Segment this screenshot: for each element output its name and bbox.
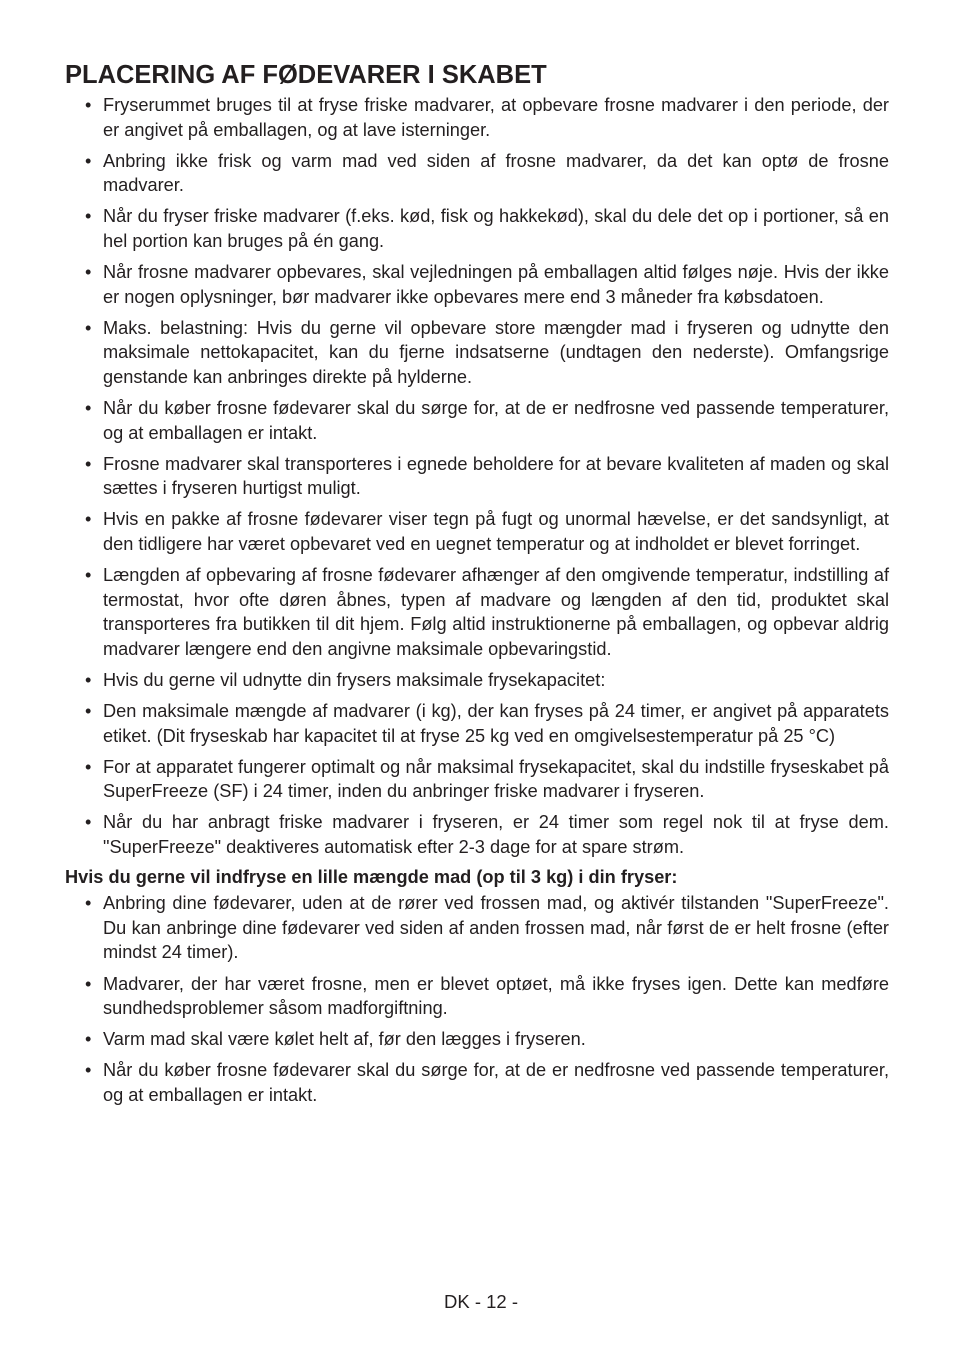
list-item-text: Maks. belastning: Hvis du gerne vil opbevare store mængder mad i fryseren og udnytte den maksimale nettokapacitet, kan du fjerne indsatserne (undtagen den nederste). Omfangsrige genstande kan anbringes direkte på hylderne. (103, 317, 889, 387)
list-item-text: Den maksimale mængde af madvarer (i kg), der kan fryses på 24 timer, er angivet på apparatets etiket. (Dit fryseskab har kapacitet til at fryse 25 kg ved en omgivelsestemperatur på 25 °C) (103, 701, 889, 746)
bullet-icon: • (85, 1060, 92, 1081)
list-item-text: Når du fryser friske madvarer (f.eks. kød, fisk og hakkekød), skal du dele det op i portioner, så en hel portion kan bruges på én gang. (103, 206, 889, 251)
bullet-icon: • (85, 812, 92, 833)
bullet-icon: • (85, 95, 92, 115)
list-item-text: Når du køber frosne fødevarer skal du sørge for, at de er nedfrosne ved passende temperaturer, og at emballagen er intakt. (103, 1060, 889, 1105)
bullet-icon: • (85, 317, 92, 338)
bullet-icon: • (85, 756, 92, 777)
list-item (85, 891, 889, 965)
bullet-icon: • (85, 206, 92, 227)
bullet-icon: • (85, 669, 92, 690)
list-item (85, 699, 889, 748)
list-item (85, 93, 889, 142)
list-item (85, 972, 889, 1021)
list-item (85, 316, 889, 390)
list-item-text: Fryserummet bruges til at fryse friske madvarer, at opbevare frosne madvarer i den periode, der er angivet på emballagen, og at lave isterninger. (103, 95, 889, 140)
list-item-text: Anbring ikke frisk og varm mad ved siden af frosne madvarer, da det kan optø de frosne madvarer. (103, 150, 889, 196)
bullet-icon: • (85, 893, 92, 914)
bullet-icon: • (85, 262, 92, 283)
bullet-icon: • (85, 453, 92, 474)
list-item (85, 396, 889, 445)
section-subheading: Hvis du gerne vil indfryse en lille mængde mad (op til 3 kg) i din fryser: (65, 867, 678, 888)
list-item (85, 204, 889, 253)
list-item-text: Hvis du gerne vil udnytte din frysers maksimale frysekapacitet: (103, 669, 606, 690)
list-item (85, 810, 889, 859)
list-item-text: Længden af opbevaring af frosne fødevarer afhænger af den omgivende temperatur, indstilling af termostat, hvor ofte døren åbnes, typen af madvare og længden af den tid, produktet skal transporteres fra butikken til dit hjem. Følg altid instruktionerne på emballagen, og opbevar aldrig madvarer længere end den angivne maksimale opbevaringstid. (103, 565, 889, 659)
page-number: DK - 12 - (443, 1291, 519, 1312)
list-item (85, 149, 889, 198)
bullet-icon: • (85, 973, 92, 994)
list-item-text: Frosne madvarer skal transporteres i egnede beholdere for at bevare kvaliteten af maden og skal sættes i fryseren hurtigst muligt. (103, 453, 889, 499)
list-item (85, 507, 889, 556)
bullet-icon: • (85, 398, 92, 419)
bullet-icon: • (85, 150, 92, 171)
bullet-icon: • (85, 565, 92, 586)
list-item-text: Anbring dine fødevarer, uden at de rører ved frossen mad, og aktivér tilstanden "SuperFreeze". Du kan anbringe dine fødevarer ved siden af anden frossen mad, når først de er helt frosne (efter mindst 24 timer). (103, 893, 889, 963)
page-title: PLACERING AF FØDEVARER I SKABET (65, 61, 547, 89)
list-item-text: Varm mad skal være kølet helt af, før den lægges i fryseren. (103, 1029, 586, 1050)
bullet-list-main (65, 93, 889, 860)
list-item-text: Når frosne madvarer opbevares, skal vejledningen på emballagen altid følges nøje. Hvis der ikke er nogen oplysninger, bør madvarer ikke opbevares mere end 3 måneder fra købsdatoen. (103, 262, 889, 307)
list-item (85, 452, 889, 501)
list-item (85, 755, 889, 804)
list-item-text: Når du køber frosne fødevarer skal du sørge for, at de er nedfrosne ved passende temperaturer, og at emballagen er intakt. (103, 398, 889, 443)
list-item-text: Madvarer, der har været frosne, men er blevet optøet, må ikke fryses igen. Dette kan medføre sundhedsproblemer såsom madforgiftning. (103, 973, 889, 1019)
list-item (85, 260, 889, 309)
list-item (85, 1027, 889, 1052)
bullet-icon: • (85, 509, 92, 530)
list-item (85, 668, 889, 693)
list-item (85, 563, 889, 661)
bullet-icon: • (85, 701, 92, 722)
list-item-text: Når du har anbragt friske madvarer i fryseren, er 24 timer som regel nok til at fryse dem. "SuperFreeze" deaktiveres automatisk efter 2-3 dage for at spare strøm. (103, 812, 889, 858)
page-content (65, 58, 889, 1114)
list-item-text: Hvis en pakke af frosne fødevarer viser tegn på fugt og unormal hævelse, er det sandsynligt, at den tidligere har været opbevaret ved en uegnet temperatur og at indholdet er blevet forringet. (103, 509, 889, 554)
list-item (85, 1058, 889, 1107)
list-item-text: For at apparatet fungerer optimalt og når maksimal frysekapacitet, skal du indstille fryseskabet på SuperFreeze (SF) i 24 timer, inden du anbringer friske madvarer i fryseren. (103, 756, 889, 802)
bullet-icon: • (85, 1029, 92, 1050)
bullet-list-small-quantity (65, 891, 889, 1107)
